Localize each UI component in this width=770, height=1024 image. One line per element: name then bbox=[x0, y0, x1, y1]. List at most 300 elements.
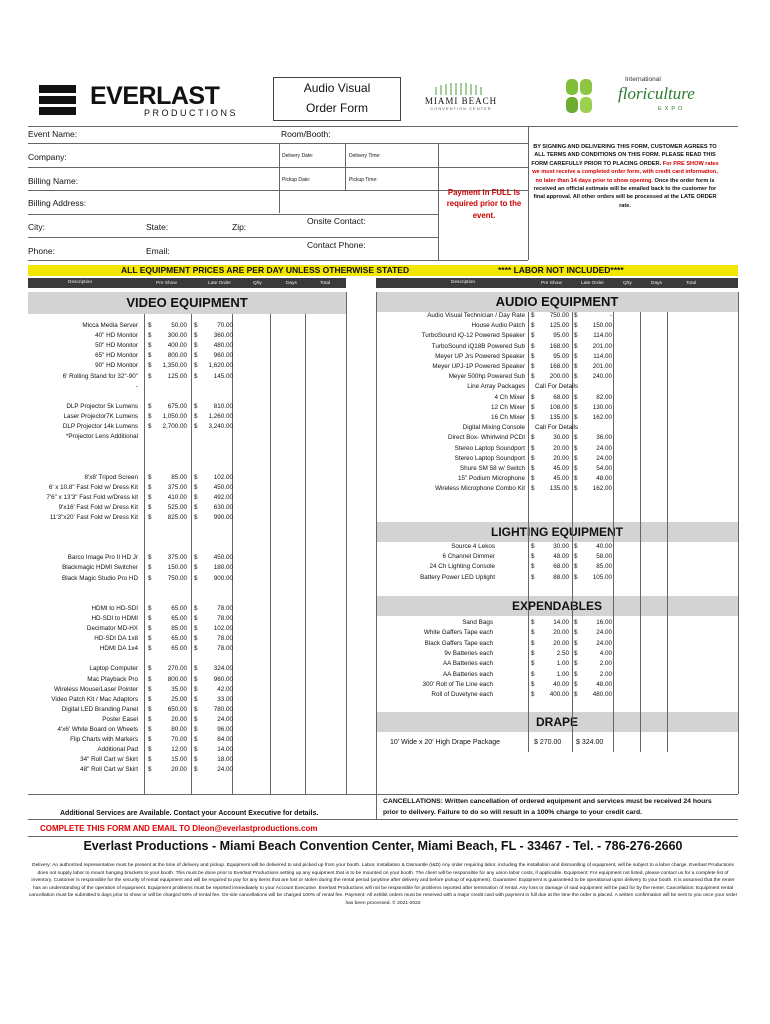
item-pre-show-price: 20.00 bbox=[553, 629, 569, 637]
table-row bbox=[28, 634, 346, 644]
item-late-order-price: 630.00 bbox=[213, 503, 233, 511]
table-row bbox=[28, 563, 346, 573]
col-divider bbox=[346, 292, 347, 794]
rule bbox=[345, 143, 346, 190]
dollar-sign: $ bbox=[531, 649, 535, 657]
dollar-sign: $ bbox=[531, 434, 535, 442]
item-description: - bbox=[135, 382, 138, 390]
dollar-sign: $ bbox=[148, 483, 152, 491]
dollar-sign: $ bbox=[194, 332, 198, 340]
item-late-order-price: 102.00 bbox=[213, 625, 233, 632]
dollar-sign: $ bbox=[148, 342, 152, 350]
table-row bbox=[28, 483, 346, 493]
item-pre-show-price: 650.00 bbox=[167, 705, 187, 713]
item-late-order-price: 1,260.00 bbox=[208, 412, 233, 420]
item-late-order-price: 24.00 bbox=[596, 639, 612, 647]
dollar-sign: $ bbox=[574, 454, 578, 462]
item-late-order-price: 3,240.00 bbox=[208, 423, 233, 430]
item-pre-show-price: 375.00 bbox=[167, 483, 187, 491]
col-total: Total bbox=[320, 281, 331, 286]
lighting-section-title: LIGHTING EQUIPMENT bbox=[376, 522, 738, 542]
dollar-sign: $ bbox=[531, 393, 535, 401]
item-description: Battery Power LED Uplight bbox=[420, 573, 495, 581]
table-row bbox=[376, 311, 738, 321]
item-description: House Audio Patch bbox=[471, 322, 525, 330]
item-late-order-price: 4.00 bbox=[599, 649, 612, 657]
item-late-order-price: 18.00 bbox=[217, 756, 233, 764]
room-booth-field[interactable] bbox=[335, 126, 525, 142]
item-pre-show-price: 65.00 bbox=[171, 645, 187, 653]
item-late-order-price: 33.00 bbox=[217, 695, 233, 703]
item-note: Call For Details bbox=[535, 383, 579, 391]
dollar-sign: $ bbox=[574, 312, 578, 319]
drape-late-order: $ 324.00 bbox=[576, 739, 604, 746]
brand-sub: PRODUCTIONS bbox=[144, 108, 239, 118]
dollar-sign: $ bbox=[194, 564, 198, 572]
col-late-order: Late Order bbox=[581, 281, 604, 286]
item-pre-show-price: 14.00 bbox=[553, 619, 569, 626]
item-pre-show-price: 270.00 bbox=[167, 665, 187, 673]
item-description: Digital LED Branding Panel bbox=[61, 705, 138, 713]
dollar-sign: $ bbox=[531, 563, 535, 571]
rule bbox=[28, 237, 438, 238]
item-description: DLP Projector 14k Lumens bbox=[62, 423, 138, 430]
contact-phone-label: Contact Phone: bbox=[307, 240, 366, 250]
item-pre-show-price: 68.00 bbox=[553, 563, 569, 571]
item-pre-show-price: 675.00 bbox=[167, 402, 187, 410]
item-pre-show-price: 70.00 bbox=[171, 736, 187, 744]
item-late-order-price: 78.00 bbox=[217, 604, 233, 612]
item-description: 15" Podium Microphone bbox=[458, 475, 525, 483]
rule bbox=[438, 143, 439, 260]
item-description: 9'x16' Fast Fold w/ Dress Kit bbox=[58, 503, 138, 511]
dollar-sign: $ bbox=[574, 332, 578, 340]
item-pre-show-price: 45.00 bbox=[553, 475, 569, 483]
item-pre-show-price: 2,700.00 bbox=[162, 423, 187, 430]
item-late-order-price: 36.00 bbox=[596, 434, 612, 442]
item-description: HD-SDI DA 1x8 bbox=[94, 635, 138, 643]
table-row bbox=[376, 403, 738, 413]
table-row bbox=[28, 685, 346, 695]
item-late-order-price: 48.00 bbox=[596, 680, 612, 688]
event-name-field[interactable] bbox=[120, 126, 270, 142]
dollar-sign: $ bbox=[148, 423, 152, 430]
col-late-order: Late Order bbox=[208, 281, 231, 286]
table-row bbox=[28, 765, 346, 775]
item-pre-show-price: 85.00 bbox=[171, 473, 187, 481]
dollar-sign: $ bbox=[531, 403, 535, 411]
expendables-section-title: EXPENDABLES bbox=[376, 596, 738, 616]
item-description: AA Batteries each bbox=[442, 670, 493, 678]
table-row bbox=[28, 361, 346, 371]
item-description: 24 Ch Lighting Console bbox=[429, 563, 495, 571]
dollar-sign: $ bbox=[574, 393, 578, 401]
dollar-sign: $ bbox=[531, 660, 535, 668]
item-late-order-price: 480.00 bbox=[213, 342, 233, 350]
item-late-order-price: 492.00 bbox=[213, 493, 233, 501]
item-late-order-price: 240.00 bbox=[592, 373, 612, 381]
item-late-order-price: 2.00 bbox=[599, 660, 612, 668]
additional-services: Additional Services are Available. Contact your Account Executive for details. bbox=[60, 810, 319, 817]
dollar-sign: $ bbox=[148, 362, 152, 370]
table-row bbox=[28, 372, 346, 382]
dollar-sign: $ bbox=[148, 493, 152, 501]
dollar-sign: $ bbox=[531, 680, 535, 688]
dollar-sign: $ bbox=[531, 312, 535, 319]
dollar-sign: $ bbox=[148, 695, 152, 703]
item-description: 65" HD Monitor bbox=[95, 352, 138, 360]
item-description: Digital Mixing Console bbox=[462, 424, 525, 432]
table-row bbox=[28, 493, 346, 503]
item-pre-show-price: 1.00 bbox=[556, 670, 569, 678]
form-title-line1: Audio Visual bbox=[303, 81, 371, 95]
table-row bbox=[28, 604, 346, 614]
item-late-order-price: 42.00 bbox=[217, 685, 233, 693]
item-description: Poster Easel bbox=[102, 715, 138, 723]
dollar-sign: $ bbox=[194, 372, 198, 380]
item-pre-show-price: 108.00 bbox=[549, 403, 569, 411]
pickup-date-label: Pickup Date: bbox=[282, 177, 311, 183]
item-late-order-price: 990.00 bbox=[213, 513, 233, 521]
item-pre-show-price: 525.00 bbox=[167, 503, 187, 511]
col-total: Total bbox=[686, 281, 697, 286]
item-description: 40" HD Monitor bbox=[95, 332, 138, 340]
table-row bbox=[376, 331, 738, 341]
dollar-sign: $ bbox=[531, 619, 535, 626]
dollar-sign: $ bbox=[531, 332, 535, 340]
item-description: 4'x6' White Board on Wheels bbox=[57, 726, 138, 733]
footer-title: Everlast Productions - Miami Beach Convention Center, Miami Beach, FL - 33467 - Tel. - 786-276-2660 bbox=[83, 839, 683, 853]
item-description: Meyer 500hp Powered Sub bbox=[448, 373, 525, 381]
dollar-sign: $ bbox=[531, 629, 535, 637]
table-row bbox=[376, 690, 738, 700]
col-divider bbox=[738, 292, 739, 794]
item-description: Roll of Duvetyne each bbox=[431, 691, 493, 699]
table-row bbox=[28, 664, 346, 674]
item-description: Source 4 Lekos bbox=[451, 543, 495, 550]
dollar-sign: $ bbox=[148, 715, 152, 723]
item-pre-show-price: 50.00 bbox=[171, 322, 187, 329]
rule bbox=[28, 260, 528, 261]
table-row bbox=[28, 473, 346, 483]
item-pre-show-price: 30.00 bbox=[553, 543, 569, 550]
dollar-sign: $ bbox=[194, 483, 198, 491]
table-row bbox=[28, 574, 346, 584]
item-description: HDMI to HD-SDI bbox=[91, 604, 138, 612]
item-late-order-price: 360.00 bbox=[213, 332, 233, 340]
item-late-order-price: 78.00 bbox=[217, 645, 233, 653]
rule bbox=[28, 214, 438, 215]
billing-name-field[interactable] bbox=[80, 169, 275, 189]
dollar-sign: $ bbox=[531, 373, 535, 381]
item-description: 34" Roll Cart w/ Skirt bbox=[80, 756, 138, 764]
item-late-order-price: 78.00 bbox=[217, 635, 233, 643]
billing-address-field[interactable] bbox=[95, 192, 435, 212]
item-late-order-price: 16.00 bbox=[596, 619, 612, 626]
table-row bbox=[376, 628, 738, 638]
item-late-order-price: 102.00 bbox=[213, 473, 233, 481]
item-late-order-price: 14.00 bbox=[217, 746, 233, 754]
item-pre-show-price: 15.00 bbox=[171, 756, 187, 764]
item-description: Black Magic Studio Pro HD bbox=[62, 574, 138, 582]
complete-form-email[interactable]: COMPLETE THIS FORM AND EMAIL TO Dleon@everlastproductions.com bbox=[40, 824, 318, 833]
dollar-sign: $ bbox=[531, 363, 535, 370]
rule bbox=[28, 794, 738, 795]
col-days: Days bbox=[286, 281, 297, 286]
item-pre-show-price: 20.00 bbox=[553, 444, 569, 452]
drape-description: 10' Wide x 20' High Drape Package bbox=[390, 739, 501, 746]
item-description: 6' Rolling Stand for 32"-90" bbox=[62, 372, 138, 380]
item-late-order-price: - bbox=[609, 312, 612, 319]
rule bbox=[28, 143, 528, 144]
cancellations-note: CANCELLATIONS: Written cancellation of ordered equipment and services must be received 24 hours prior to delivery. Failure to do so will result in a 100% charge to your credit card. bbox=[383, 798, 712, 816]
dollar-sign: $ bbox=[194, 412, 198, 420]
col-pre-show: Pre Show bbox=[156, 281, 177, 286]
item-late-order-price: 58.00 bbox=[596, 553, 612, 561]
dollar-sign: $ bbox=[194, 493, 198, 501]
dollar-sign: $ bbox=[574, 619, 578, 626]
item-late-order-price: 480.00 bbox=[592, 691, 612, 699]
item-pre-show-price: 20.00 bbox=[553, 639, 569, 647]
item-description: 6' x 10.8" Fast Fold w/ Dress Kit bbox=[48, 483, 138, 491]
dollar-sign: $ bbox=[194, 503, 198, 511]
table-row bbox=[28, 725, 346, 735]
table-row bbox=[28, 351, 346, 361]
item-late-order-price: 1,620.00 bbox=[208, 362, 233, 370]
col-qty: Q/ty bbox=[253, 281, 262, 286]
item-description: Micca Media Server bbox=[82, 322, 138, 329]
item-pre-show-price: 20.00 bbox=[553, 454, 569, 462]
item-late-order-price: 82.00 bbox=[596, 393, 612, 401]
item-pre-show-price: 45.00 bbox=[553, 465, 569, 472]
item-pre-show-price: 400.00 bbox=[549, 691, 569, 699]
table-row bbox=[376, 680, 738, 690]
col-qty: Q/ty bbox=[623, 281, 632, 286]
item-late-order-price: 130.00 bbox=[592, 403, 612, 411]
item-late-order-price: 145.00 bbox=[213, 372, 233, 380]
fine-print: Delivery: An authorized representative must be present at the time of delivery and pickup. Equipment will be delivered to and picked up from your booth. Labor, Installation & Dismantle (I&D) Any order requiring labor, including the installation and dismantling of equipment, will be subject to a labor charge. Everlast Productions does not supply labor to mount hanging brackets to your booth. This must be done prior to Everlast Productions setting up any equipment that is to be mounted on your booth. The client will be responsible for any union labor costs, if applicable. Equipment: For equipment not listed, please contact us for a complete list of inventory. Customer is responsible for the security of rental equipment and will be required to pay for any items that are lost or stolen during the rental period (anytime after delivery and before pickup of equipment). Guarantee: Equipment is guaranteed to be operational upon delivery to your booth. It is assumed that the renter has an understanding of the operation of equipment. Equipment problems must be reported immediately to your Account Executive. Everlast Productions will not be responsible for problems reported after termination of rental. Any loss or damage of said equipment will be paid for by the renter. Cancellation: Equipment rental cancellation must be submitted 5 days prior to show or will be charged 50% of rental fee. On-site cancellations will be charged 100% of rental fee. Payment: All exhibit orders must be reserved with a major credit card with payment in full due at the time the order is placed. A written confirmation will be sent to you once your order has been processed. © 2021-2022 bbox=[28, 863, 738, 906]
phone-label: Phone: bbox=[28, 246, 55, 256]
item-late-order-price: 70.00 bbox=[217, 322, 233, 329]
dollar-sign: $ bbox=[194, 473, 198, 481]
item-late-order-price: 324.00 bbox=[213, 665, 233, 673]
item-description: 11'3"x20' Fast Fold w/ Dress Kit bbox=[49, 513, 138, 521]
item-pre-show-price: 1,050.00 bbox=[162, 412, 187, 420]
item-pre-show-price: 200.00 bbox=[549, 373, 569, 381]
item-late-order-price: 450.00 bbox=[213, 483, 233, 491]
item-pre-show-price: 80.00 bbox=[171, 726, 187, 733]
item-pre-show-price: 825.00 bbox=[167, 513, 187, 521]
audio-column-header bbox=[376, 278, 738, 288]
item-description: TurboSound iQ18B Powered Sub bbox=[431, 342, 525, 350]
item-description: Stereo Laptop Soundport bbox=[454, 454, 525, 462]
dollar-sign: $ bbox=[531, 553, 535, 561]
dollar-sign: $ bbox=[574, 680, 578, 688]
item-description: Laser Projector7K Lumens bbox=[63, 412, 138, 420]
dollar-sign: $ bbox=[531, 414, 535, 421]
dollar-sign: $ bbox=[574, 649, 578, 657]
dollar-sign: $ bbox=[531, 444, 535, 452]
item-description: 9v Batteries each bbox=[444, 649, 493, 657]
dollar-sign: $ bbox=[148, 564, 152, 572]
dollar-sign: $ bbox=[531, 573, 535, 581]
table-row bbox=[28, 755, 346, 765]
item-description: 4 Ch Mixer bbox=[494, 393, 525, 401]
rule bbox=[376, 794, 377, 819]
table-row bbox=[376, 444, 738, 454]
table-row bbox=[28, 412, 346, 422]
item-pre-show-price: 375.00 bbox=[167, 554, 187, 562]
item-pre-show-price: 410.00 bbox=[167, 493, 187, 501]
item-late-order-price: 78.00 bbox=[217, 614, 233, 622]
banner-left: ALL EQUIPMENT PRICES ARE PER DAY UNLESS OTHERWISE STATED bbox=[121, 265, 410, 275]
table-row bbox=[28, 503, 346, 513]
dollar-sign: $ bbox=[574, 573, 578, 581]
dollar-sign: $ bbox=[148, 322, 152, 329]
table-row bbox=[376, 649, 738, 659]
item-description: Sand Bags bbox=[462, 619, 493, 626]
prices-banner bbox=[28, 265, 738, 276]
dollar-sign: $ bbox=[148, 332, 152, 340]
table-row bbox=[28, 553, 346, 563]
dollar-sign: $ bbox=[574, 373, 578, 381]
item-late-order-price: 150.00 bbox=[592, 322, 612, 330]
dollar-sign: $ bbox=[194, 715, 198, 723]
table-row bbox=[28, 614, 346, 624]
billing-address-label: Billing Address: bbox=[28, 198, 87, 208]
table-row bbox=[28, 402, 346, 412]
item-late-order-price: 162.00 bbox=[592, 485, 612, 493]
table-row bbox=[376, 382, 738, 392]
table-row bbox=[376, 573, 738, 583]
table-row bbox=[28, 695, 346, 705]
dollar-sign: $ bbox=[574, 444, 578, 452]
dollar-sign: $ bbox=[574, 322, 578, 330]
item-description: Laptop Computer bbox=[89, 665, 138, 673]
table-row bbox=[376, 659, 738, 669]
dollar-sign: $ bbox=[148, 685, 152, 693]
item-pre-show-price: 300.00 bbox=[167, 332, 187, 340]
dollar-sign: $ bbox=[148, 625, 152, 632]
room-booth-label: Room/Booth: bbox=[281, 129, 331, 139]
item-pre-show-price: 25.00 bbox=[171, 695, 187, 703]
item-late-order-price: 114.00 bbox=[593, 332, 612, 340]
item-pre-show-price: 400.00 bbox=[167, 342, 187, 350]
company-field[interactable] bbox=[80, 145, 275, 165]
table-row bbox=[28, 321, 346, 331]
dollar-sign: $ bbox=[194, 675, 198, 683]
dollar-sign: $ bbox=[148, 665, 152, 673]
banner-right: **** LABOR NOT INCLUDED**** bbox=[498, 265, 624, 275]
table-row bbox=[28, 533, 346, 543]
video-column-header bbox=[28, 278, 346, 288]
dollar-sign: $ bbox=[148, 675, 152, 683]
table-row bbox=[28, 392, 346, 402]
table-row bbox=[376, 618, 738, 628]
item-description: *Projector Lens Additional bbox=[65, 433, 138, 441]
dollar-sign: $ bbox=[574, 629, 578, 637]
dollar-sign: $ bbox=[531, 454, 535, 462]
dollar-sign: $ bbox=[531, 475, 535, 483]
dollar-sign: $ bbox=[194, 766, 198, 774]
dollar-sign: $ bbox=[148, 513, 152, 521]
item-late-order-price: 900.00 bbox=[213, 574, 233, 582]
item-description: 300' Roll of Tie Line each bbox=[422, 680, 493, 688]
dollar-sign: $ bbox=[194, 695, 198, 703]
dollar-sign: $ bbox=[194, 705, 198, 713]
video-section-title: VIDEO EQUIPMENT bbox=[28, 292, 346, 314]
dollar-sign: $ bbox=[574, 403, 578, 411]
item-pre-show-price: 68.00 bbox=[553, 393, 569, 401]
dollar-sign: $ bbox=[574, 475, 578, 483]
dollar-sign: $ bbox=[194, 554, 198, 562]
item-description: Meyer UP Jrs Powered Speaker bbox=[435, 352, 525, 360]
dollar-sign: $ bbox=[574, 553, 578, 561]
dollar-sign: $ bbox=[148, 736, 152, 744]
item-pre-show-price: 95.00 bbox=[553, 352, 569, 360]
dollar-sign: $ bbox=[194, 362, 198, 370]
item-late-order-price: 85.00 bbox=[596, 563, 612, 571]
dollar-sign: $ bbox=[148, 503, 152, 511]
table-row bbox=[28, 735, 346, 745]
dollar-sign: $ bbox=[531, 543, 535, 550]
item-pre-show-price: 85.00 bbox=[171, 625, 187, 632]
item-description: 90" HD Monitor bbox=[95, 362, 138, 370]
dollar-sign: $ bbox=[148, 705, 152, 713]
item-description: AA Batteries each bbox=[442, 660, 493, 668]
dollar-sign: $ bbox=[194, 685, 198, 693]
table-row bbox=[28, 331, 346, 341]
item-pre-show-price: 800.00 bbox=[167, 675, 187, 683]
item-description: Meyer UPJ-1P Powered Speaker bbox=[432, 363, 525, 370]
item-description: 7'6" x 13'3" Fast Fold w/Dress kit bbox=[46, 493, 138, 501]
item-description: Barco Image Pro II HD Jr bbox=[67, 554, 138, 562]
item-late-order-price: 201.00 bbox=[592, 342, 612, 350]
dollar-sign: $ bbox=[194, 756, 198, 764]
dollar-sign: $ bbox=[148, 554, 152, 562]
item-late-order-price: 450.00 bbox=[213, 554, 233, 562]
item-description: Direct Box- Whirlwind PCDI bbox=[448, 434, 525, 442]
brand-word: EVERLAST bbox=[90, 82, 220, 110]
drape-section-title: DRAPE bbox=[376, 712, 738, 732]
item-description: Stereo Laptop Soundport bbox=[454, 444, 525, 452]
dollar-sign: $ bbox=[531, 691, 535, 699]
dollar-sign: $ bbox=[194, 726, 198, 733]
table-row bbox=[28, 715, 346, 725]
event-sub: EXPO bbox=[658, 106, 686, 112]
item-late-order-price: 2.00 bbox=[599, 670, 612, 678]
item-pre-show-price: 88.00 bbox=[553, 573, 569, 581]
dollar-sign: $ bbox=[574, 543, 578, 550]
item-late-order-price: 48.00 bbox=[596, 475, 612, 483]
dollar-sign: $ bbox=[148, 604, 152, 612]
item-pre-show-price: 35.00 bbox=[171, 685, 187, 693]
table-row bbox=[376, 670, 738, 680]
dollar-sign: $ bbox=[574, 414, 578, 421]
dollar-sign: $ bbox=[194, 645, 198, 653]
item-description: Audio Visual Technician / Day Rate bbox=[427, 312, 525, 319]
dollar-sign: $ bbox=[148, 645, 152, 653]
dollar-sign: $ bbox=[148, 412, 152, 420]
table-row bbox=[28, 341, 346, 351]
table-row bbox=[376, 342, 738, 352]
table-row bbox=[376, 362, 738, 372]
everlast-logo bbox=[28, 80, 250, 120]
item-pre-show-price: 800.00 bbox=[167, 352, 187, 360]
item-description: Wireless Microphone Combo Kit bbox=[435, 485, 525, 493]
table-row bbox=[28, 543, 346, 553]
item-late-order-price: 960.00 bbox=[213, 352, 233, 360]
